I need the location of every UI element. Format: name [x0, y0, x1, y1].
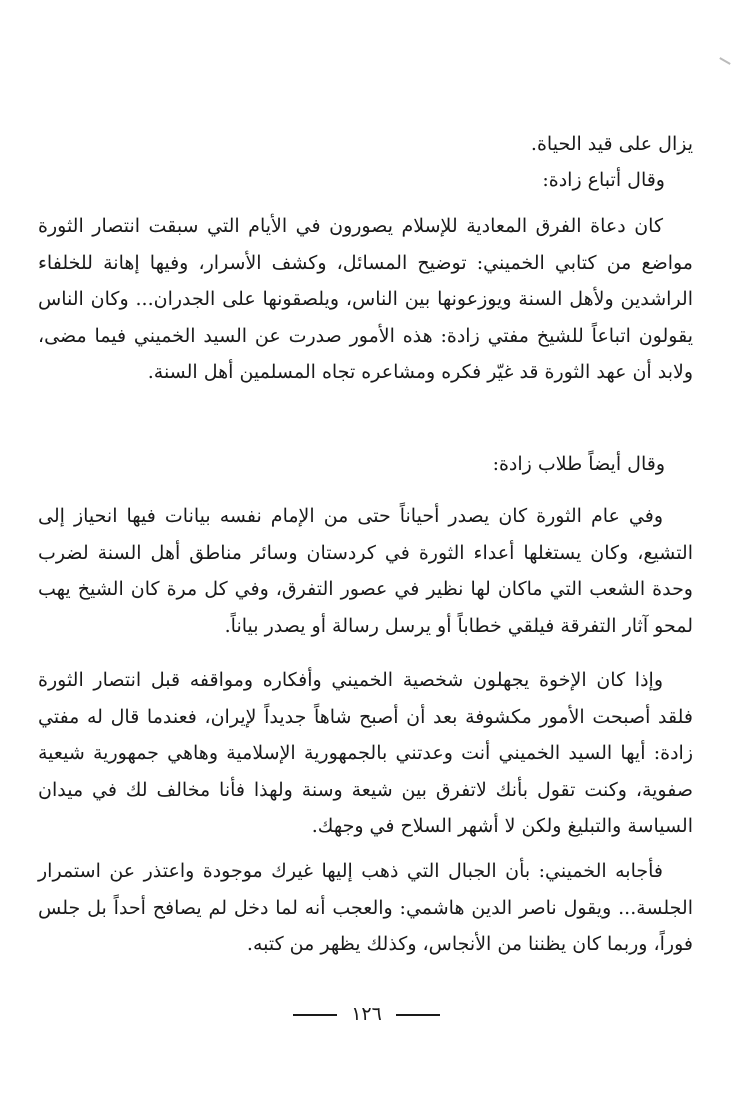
page-number — [0, 1003, 733, 1025]
scan-edge-mark — [719, 57, 730, 65]
paragraph-body-4: فأجابه الخميني: بأن الجبال التي ذهب إليها غيرك موجودة واعتذر عن استمرار الجلسة... ويقول ناصر الدين هاشمي: والعجب أنه لما دخل لم يصافح أحداً بل جلس فوراً، وربما كان يظننا من الأنجاس، وكذلك يظهر من كتبه. — [38, 860, 693, 955]
page-number-value: ١٢٦ — [351, 1003, 382, 1025]
paragraph-quote-attribution-1: وقال أتباع زادة: — [542, 169, 665, 191]
paragraph-body-1: كان دعاة الفرق المعادية للإسلام يصورون في الأيام التي سبقت انتصار الثورة مواضع من كتابي الخميني: توضيح المسائل، وكشف الأسرار، وفيها إهانة للخلفاء الراشدين ولأهل السنة ويوزعونها بين الناس، ويلصقونها على الجدران... وكان الناس يقولون اتباعاً للشيخ مفتي زادة: هذه الأمور صدرت عن السيد الخميني فيما مضى، ولابد أن عهد الثورة قد غيّر فكره ومشاعره تجاه المسلمين أهل السنة. — [38, 215, 693, 383]
page-number-dash-left — [293, 1014, 337, 1016]
page-number-dash-right — [396, 1014, 440, 1016]
paragraph-body-2: وفي عام الثورة كان يصدر أحياناً حتى من الإمام نفسه بيانات فيها انحياز إلى التشيع، وكان يستغلها أعداء الثورة في كردستان وسائر مناطق أهل السنة لضرب وحدة الشعب التي ماكان لها نظير في عصور التفرق، وفي كل مرة كان الشيخ يهب لمحو آثار التفرقة فيلقي خطاباً أو يرسل رسالة أو يصدر بياناً. — [38, 505, 693, 637]
paragraph-quote-attribution-2: وقال أيضاً طلاب زادة: — [492, 453, 665, 475]
paragraph-body-3: وإذا كان الإخوة يجهلون شخصية الخميني وأفكاره ومواقفه قبل انتصار الثورة فلقد أصبحت الأمور مكشوفة بعد أن أصبح شاهاً جديداً لإيران، فعندما قال له مفتي زادة: أيها السيد الخميني أنت وعدتني بالجمهورية الإسلامية وهاهي جمهورية شيعية صفوية، وكنت تقول بأنك لاتفرق بين شيعة وسنة ولهذا فأنا مخالف لك في ميدان السياسة والتبليغ ولكن لا أشهر السلاح في وجهك. — [38, 669, 693, 837]
paragraph-intro-line: يزال على قيد الحياة. — [530, 133, 693, 155]
